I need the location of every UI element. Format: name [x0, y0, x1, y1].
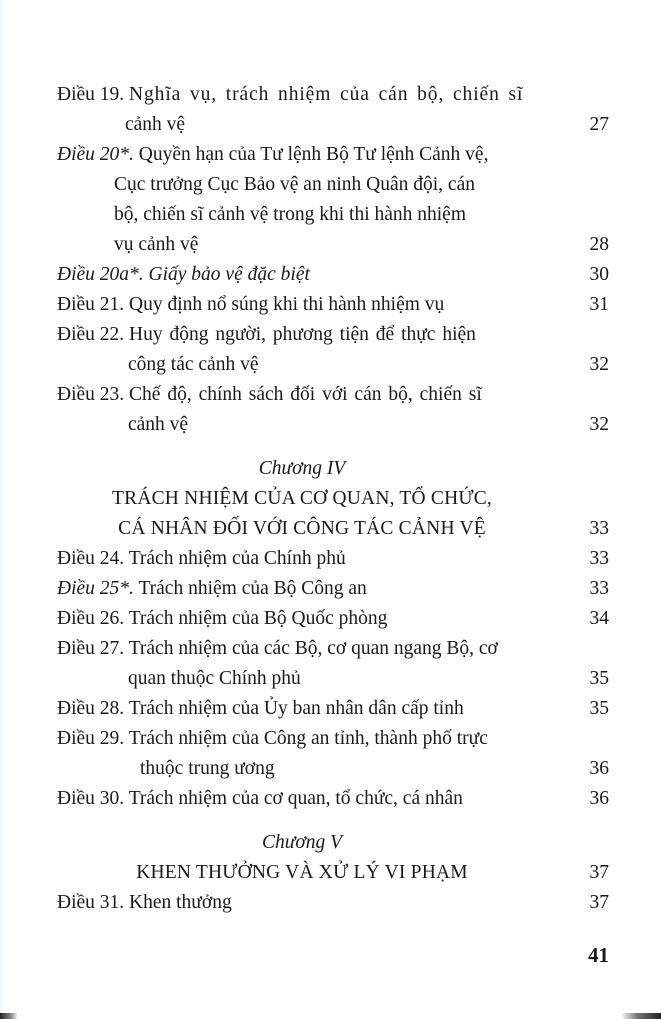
entry-label: Điều 21. — [57, 294, 125, 315]
entry-page-number: 35 — [589, 698, 609, 719]
entry-page-number: 31 — [589, 294, 609, 315]
entry-title: Trách nhiệm của Ủy ban nhân dân cấp tỉnh — [128, 698, 464, 719]
entry-page-number: 33 — [589, 578, 609, 599]
entry-label: Điều 31. — [57, 892, 125, 913]
entry-title: Nghĩa vụ, trách nhiệm của cán bộ, chiến sĩ — [129, 84, 524, 105]
toc-entry-dieu-19 — [57, 80, 609, 140]
toc-entry-dieu-24 — [57, 544, 609, 574]
entry-title-cont: bộ, chiến sĩ cảnh vệ trong khi thi hành nhiệm — [114, 204, 467, 225]
chapter-page-number: 33 — [589, 518, 609, 539]
entry-title-cont: cảnh vệ — [125, 114, 186, 135]
entry-title-cont: quan thuộc Chính phủ — [128, 668, 301, 689]
entry-title-cont: thuộc trung ương — [140, 758, 275, 779]
entry-label: Điều 26. — [57, 608, 125, 629]
toc-entry-dieu-31 — [57, 888, 609, 918]
entry-page-number: 36 — [589, 758, 609, 779]
entry-label: Điều 23. — [57, 384, 125, 405]
page-edge-tint — [0, 0, 6, 1019]
page-edge-shadow — [0, 1013, 18, 1019]
entry-label: Điều 25*. — [57, 578, 134, 599]
entry-title: Giấy bảo vệ đặc biệt — [148, 264, 310, 285]
entry-title: Trách nhiệm của cơ quan, tổ chức, cá nhân — [128, 788, 463, 809]
entry-page-number: 28 — [589, 234, 609, 255]
entry-title: Trách nhiệm của Bộ Công an — [138, 578, 367, 599]
entry-page-number: 35 — [589, 668, 609, 689]
chapter-title-line: CÁ NHÂN ĐỐI VỚI CÔNG TÁC CẢNH VỆ — [118, 518, 486, 539]
toc-entry-dieu-26 — [57, 604, 609, 634]
toc-entry-dieu-20a — [57, 260, 609, 290]
entry-page-number: 32 — [589, 414, 609, 435]
entry-label: Điều 27. — [57, 638, 125, 659]
chapter-title-line: TRÁCH NHIỆM CỦA CƠ QUAN, TỔ CHỨC, — [112, 488, 492, 509]
page-folio-number: 41 — [588, 943, 609, 967]
chapter-heading-v — [57, 828, 609, 888]
chapter-number: Chương IV — [258, 458, 346, 479]
entry-page-number: 34 — [589, 608, 609, 629]
entry-label: Điều 28. — [57, 698, 125, 719]
toc-entry-dieu-25 — [57, 574, 609, 604]
toc-entry-dieu-30 — [57, 784, 609, 814]
entry-page-number: 27 — [589, 114, 609, 135]
entry-title: Trách nhiệm của Công an tỉnh, thành phố trực — [128, 728, 488, 749]
entry-title-cont: Cục trưởng Cục Bảo vệ an ninh Quân đội, cán — [114, 174, 475, 195]
entry-page-number: 33 — [589, 548, 609, 569]
entry-title: Huy động người, phương tiện để thực hiện — [129, 324, 476, 345]
entry-title: Trách nhiệm của Chính phủ — [128, 548, 346, 569]
entry-page-number: 36 — [589, 788, 609, 809]
entry-title: Quyền hạn của Tư lệnh Bộ Tư lệnh Cảnh vệ, — [138, 144, 489, 165]
entry-page-number: 32 — [589, 354, 609, 375]
entry-label: Điều 19. — [57, 84, 125, 105]
toc-entry-dieu-20 — [57, 140, 609, 260]
toc-entry-dieu-22 — [57, 320, 609, 380]
entry-title: Khen thưởng — [129, 892, 232, 913]
entry-title: Trách nhiệm của các Bộ, cơ quan ngang Bộ, cơ — [128, 638, 498, 659]
entry-title-cont: công tác cảnh vệ — [128, 354, 259, 375]
chapter-number: Chương V — [261, 832, 343, 853]
entry-title-cont: cảnh vệ — [128, 414, 189, 435]
toc-entry-dieu-27 — [57, 634, 609, 694]
entry-label: Điều 22. — [57, 324, 125, 345]
entry-title-cont: vụ cảnh vệ — [114, 234, 199, 255]
entry-page-number: 37 — [589, 892, 609, 913]
entry-page-number: 30 — [589, 264, 609, 285]
entry-label: Điều 20*. — [57, 144, 134, 165]
entry-title: Quy định nổ súng khi thi hành nhiệm vụ — [129, 294, 445, 315]
entry-label: Điều 30. — [57, 788, 125, 809]
toc-entry-dieu-23 — [57, 380, 609, 440]
entry-title: Chế độ, chính sách đối với cán bộ, chiến sĩ — [129, 384, 482, 405]
table-of-contents — [57, 80, 609, 918]
toc-entry-dieu-28 — [57, 694, 609, 724]
entry-label: Điều 24. — [57, 548, 125, 569]
page-edge-shadow — [621, 1013, 661, 1019]
entry-label: Điều 20a*. — [57, 264, 144, 285]
chapter-title-line: KHEN THƯỞNG VÀ XỬ LÝ VI PHẠM — [136, 862, 468, 883]
entry-label: Điều 29. — [57, 728, 125, 749]
toc-entry-dieu-29 — [57, 724, 609, 784]
entry-title: Trách nhiệm của Bộ Quốc phòng — [128, 608, 388, 629]
toc-entry-dieu-21 — [57, 290, 609, 320]
chapter-heading-iv — [57, 454, 609, 544]
chapter-page-number: 37 — [589, 862, 609, 883]
